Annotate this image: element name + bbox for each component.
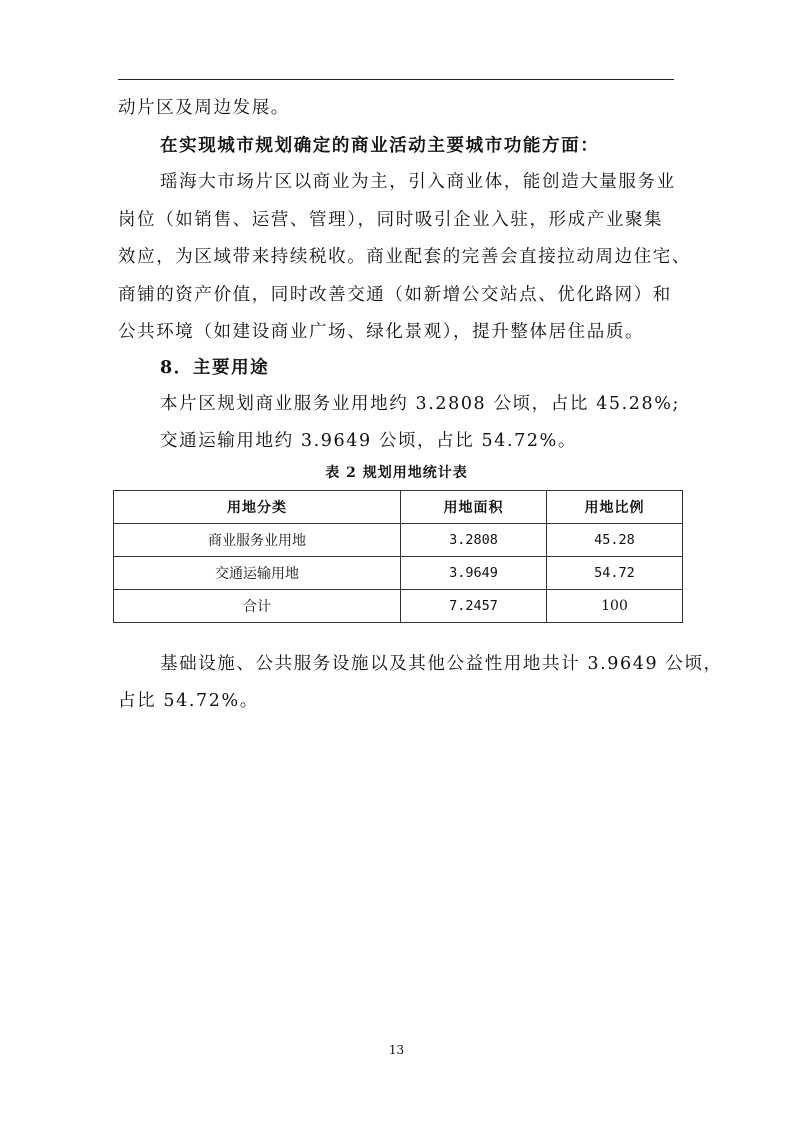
table-cell: 54.72 bbox=[547, 557, 683, 590]
table-cell: 45.28 bbox=[547, 524, 683, 557]
column-header: 用地比例 bbox=[547, 491, 683, 524]
page-number: 13 bbox=[388, 1043, 405, 1057]
land-use-table bbox=[113, 490, 683, 623]
table-cell: 交通运输用地 bbox=[114, 557, 401, 590]
table-row bbox=[114, 590, 683, 623]
table-row bbox=[114, 524, 683, 557]
paragraph-line: 公共环境（如建设商业广场、绿化景观），提升整体居住品质。 bbox=[118, 322, 645, 342]
table-cell: 商业服务业用地 bbox=[114, 524, 401, 557]
paragraph-line: 岗位（如销售、运营、管理），同时吸引企业入驻，形成产业聚集 bbox=[118, 210, 664, 230]
paragraph-line: 交通运输用地约 3.9649 公顷，占比 54.72%。 bbox=[160, 431, 577, 451]
table-caption: 表 2 规划用地统计表 bbox=[325, 465, 468, 481]
section-heading-main-use: 8．主要用途 bbox=[160, 358, 270, 378]
table-cell: 3.9649 bbox=[401, 557, 547, 590]
table-cell: 合计 bbox=[114, 590, 401, 623]
table-cell: 100 bbox=[547, 590, 683, 623]
column-header: 用地面积 bbox=[401, 491, 547, 524]
table-header-row bbox=[114, 491, 683, 524]
column-header: 用地分类 bbox=[114, 491, 401, 524]
paragraph-line: 瑶海大市场片区以商业为主，引入商业体，能创造大量服务业 bbox=[160, 172, 676, 192]
table-row bbox=[114, 557, 683, 590]
paragraph-line: 本片区规划商业服务业用地约 3.2808 公顷，占比 45.28%; bbox=[160, 394, 680, 414]
paragraph-line: 效应，为区域带来持续税收。商业配套的完善会直接拉动周边住宅、 bbox=[118, 247, 691, 267]
table-cell: 3.2808 bbox=[401, 524, 547, 557]
table-cell: 7.2457 bbox=[401, 590, 547, 623]
section-heading-commercial: 在实现城市规划确定的商业活动主要城市功能方面： bbox=[160, 136, 600, 156]
paragraph-line: 商铺的资产价值，同时改善交通（如新增公交站点、优化路网）和 bbox=[118, 285, 672, 305]
header-rule bbox=[118, 79, 674, 80]
paragraph-line: 基础设施、公共服务设施以及其他公益性用地共计 3.9649 公顷， bbox=[160, 654, 723, 674]
paragraph-line: 占比 54.72%。 bbox=[118, 691, 259, 711]
paragraph-continuation: 动片区及周边发展。 bbox=[118, 98, 290, 118]
